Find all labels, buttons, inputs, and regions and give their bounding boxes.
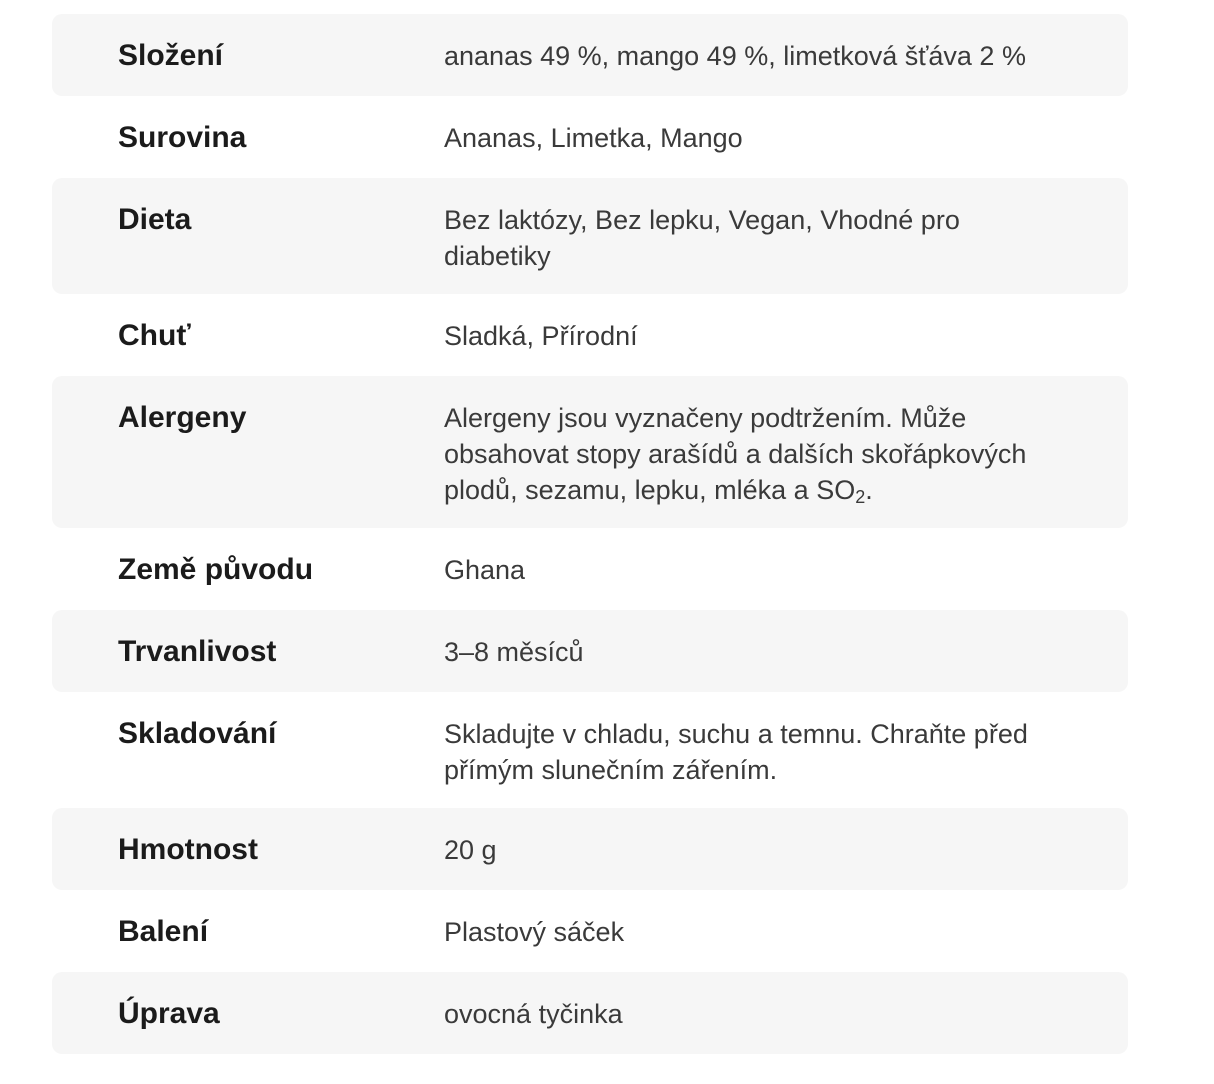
- spec-row-surovina: [52, 96, 1128, 178]
- spec-row-trvanlivost: [52, 610, 1128, 692]
- spec-value: ananas 49 %, mango 49 %, limetková šťáva 2 %: [444, 41, 1026, 71]
- spec-value: Plastový sáček: [444, 917, 625, 947]
- spec-label: Země původu: [118, 553, 314, 586]
- spec-row-alergeny: [52, 376, 1128, 528]
- product-spec-table: [52, 14, 1128, 1054]
- spec-label: Hmotnost: [118, 833, 258, 866]
- spec-value: [444, 400, 1056, 508]
- spec-value: Skladujte v chladu, suchu a temnu. Chraňte před přímým slunečním zářením.: [444, 719, 1028, 785]
- spec-row-chut: [52, 294, 1128, 376]
- spec-label: Alergeny: [118, 401, 247, 434]
- spec-label: Balení: [118, 915, 209, 948]
- spec-row-slozeni: [52, 14, 1128, 96]
- spec-value: 20 g: [444, 835, 497, 865]
- spec-row-baleni: [52, 890, 1128, 972]
- spec-value: Sladká, Přírodní: [444, 321, 638, 351]
- spec-label: Skladování: [118, 717, 277, 750]
- spec-value: Ghana: [444, 555, 526, 585]
- spec-row-skladovani: [52, 692, 1128, 808]
- spec-row-dieta: [52, 178, 1128, 294]
- spec-value: Bez laktózy, Bez lepku, Vegan, Vhodné pro diabetiky: [444, 205, 960, 271]
- spec-value: 3–8 měsíců: [444, 637, 584, 667]
- spec-row-hmotnost: [52, 808, 1128, 890]
- allergen-text: Alergeny jsou vyznačeny podtržením. Může obsahovat stopy arašídů a dalších skořápkových plodů, sezamu, lepku, mléka a SO: [444, 403, 1027, 505]
- spec-label: Chuť: [118, 319, 191, 352]
- spec-label: Dieta: [118, 203, 192, 236]
- allergen-text-end: .: [865, 475, 873, 505]
- spec-label: Trvanlivost: [118, 635, 277, 668]
- spec-row-zeme-puvodu: [52, 528, 1128, 610]
- spec-value: ovocná tyčinka: [444, 999, 623, 1029]
- spec-label: Surovina: [118, 121, 247, 154]
- spec-label: Úprava: [118, 997, 220, 1030]
- spec-row-uprava: [52, 972, 1128, 1054]
- spec-value: Ananas, Limetka, Mango: [444, 123, 743, 153]
- allergen-subscript: 2: [855, 487, 866, 507]
- spec-label: Složení: [118, 39, 224, 72]
